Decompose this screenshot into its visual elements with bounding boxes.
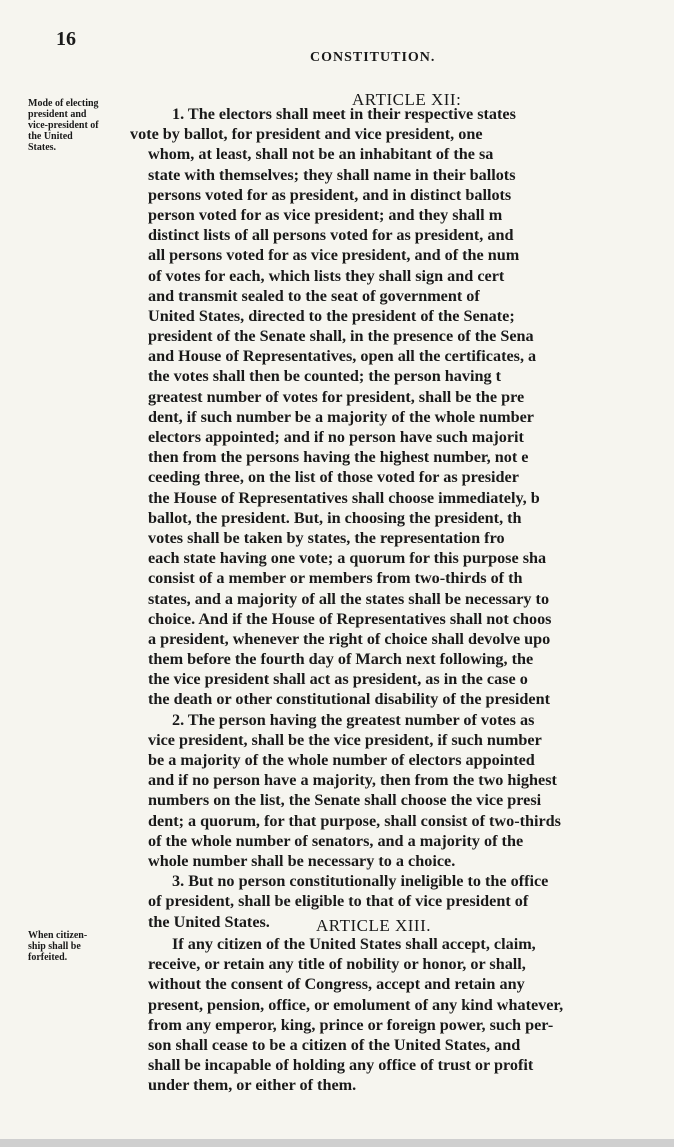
text-line: distinct lists of all persons voted for as president, and <box>148 226 514 245</box>
text-line: the votes shall then be counted; the person having t <box>148 367 501 386</box>
text-line: United States, directed to the president of the Senate; <box>148 306 515 325</box>
margin-note-line: When citizen- <box>28 930 88 941</box>
text-line: the House of Representatives shall choose immediately, b <box>148 488 540 507</box>
margin-note-line: forfeited. <box>28 952 68 963</box>
text-line: If any citizen of the United States shall accept, claim, <box>172 935 536 953</box>
article-xiii-body <box>130 934 638 1096</box>
text-line: of president, shall be eligible to that of vice president of <box>148 892 529 911</box>
text-line: without the consent of Congress, accept and retain any <box>148 975 525 994</box>
text-line: vote by ballot, for president and vice president, one <box>130 125 483 144</box>
margin-note-line: ship shall be <box>28 941 81 952</box>
text-line: state with themselves; they shall name in their ballots <box>148 165 516 184</box>
text-line: each state having one vote; a quorum for this purpose sha <box>148 549 547 568</box>
margin-note-article-xii <box>28 98 138 153</box>
text-line: ceeding three, on the list of those voted for as presider <box>148 468 519 487</box>
running-head: CONSTITUTION. <box>310 50 436 65</box>
text-line: electors appointed; and if no person have such majorit <box>148 428 524 446</box>
text-line: the death or other constitutional disability of the president <box>148 690 551 709</box>
margin-note-line: president and <box>28 109 87 120</box>
article-xii-heading: ARTICLE XII: <box>352 90 462 109</box>
text-line: a president, whenever the right of choice shall devolve upo <box>148 629 551 648</box>
text-line: and House of Representatives, open all the certificates, a <box>148 347 537 366</box>
page-number: 16 <box>56 28 76 50</box>
text-line: choice. And if the House of Representatives shall not choos <box>148 609 552 628</box>
text-line: whole number shall be necessary to a choice. <box>148 851 456 870</box>
text-line: present, pension, office, or emolument of any kind whatever, <box>148 995 564 1014</box>
margin-note-line: vice-president of <box>28 120 99 131</box>
text-line: them before the fourth day of March next following, the <box>148 650 534 669</box>
margin-note-line: Mode of electing <box>28 98 99 109</box>
text-line: dent, if such number be a majority of the whole number <box>148 407 534 426</box>
text-line: the vice president shall act as president, as in the case o <box>148 670 528 689</box>
text-line: of the whole number of senators, and a majority of the <box>148 831 524 850</box>
text-line: 2. The person having the greatest number of votes as <box>172 710 535 729</box>
text-line: numbers on the list, the Senate shall choose the vice presi <box>148 791 542 810</box>
article-xii-body <box>130 104 638 932</box>
margin-note-line: States. <box>28 142 57 153</box>
text-line: from any emperor, king, prince or foreign power, such per- <box>148 1015 554 1034</box>
margin-note-line: the United <box>28 131 73 142</box>
article-xiii-heading: ARTICLE XIII. <box>316 916 432 935</box>
text-line: son shall cease to be a citizen of the United States, and <box>148 1035 521 1054</box>
text-line: shall be incapable of holding any office of trust or profit <box>148 1056 534 1075</box>
text-line: of votes for each, which lists they shall sign and cert <box>148 266 505 285</box>
text-line: 3. But no person constitutionally ineligible to the office <box>172 872 549 891</box>
text-line: then from the persons having the highest number, not e <box>148 448 529 467</box>
text-line: president of the Senate shall, in the presence of the Sena <box>148 327 534 346</box>
text-line: consist of a member or members from two-thirds of th <box>148 569 523 588</box>
text-line: states, and a majority of all the states shall be necessary to <box>148 589 550 608</box>
text-line: vice president, shall be the vice president, if such number <box>148 730 542 749</box>
text-line: votes shall be taken by states, the representation fro <box>148 528 505 547</box>
text-line: receive, or retain any title of nobility or honor, or shall, <box>148 955 526 974</box>
scan-bottom-edge <box>0 1139 674 1147</box>
text-line: be a majority of the whole number of electors appointed <box>148 751 535 769</box>
text-line: and if no person have a majority, then from the two highest <box>148 771 557 790</box>
text-line: the United States. <box>148 912 270 931</box>
text-line: all persons voted for as vice president, and of the num <box>148 246 520 265</box>
text-line: dent; a quorum, for that purpose, shall consist of two-thirds <box>148 811 561 830</box>
margin-note-article-xiii <box>28 930 138 963</box>
text-line: greatest number of votes for president, shall be the pre <box>148 387 525 406</box>
text-line: 1. The electors shall meet in their respective states <box>172 105 516 123</box>
text-line: whom, at least, shall not be an inhabitant of the sa <box>148 145 494 164</box>
text-line: ballot, the president. But, in choosing the president, th <box>148 508 522 527</box>
text-line: under them, or either of them. <box>148 1076 357 1095</box>
text-line: and transmit sealed to the seat of government of <box>148 286 480 305</box>
text-line: persons voted for as president, and in distinct ballots <box>148 185 512 204</box>
text-line: person voted for as vice president; and they shall m <box>148 205 503 224</box>
